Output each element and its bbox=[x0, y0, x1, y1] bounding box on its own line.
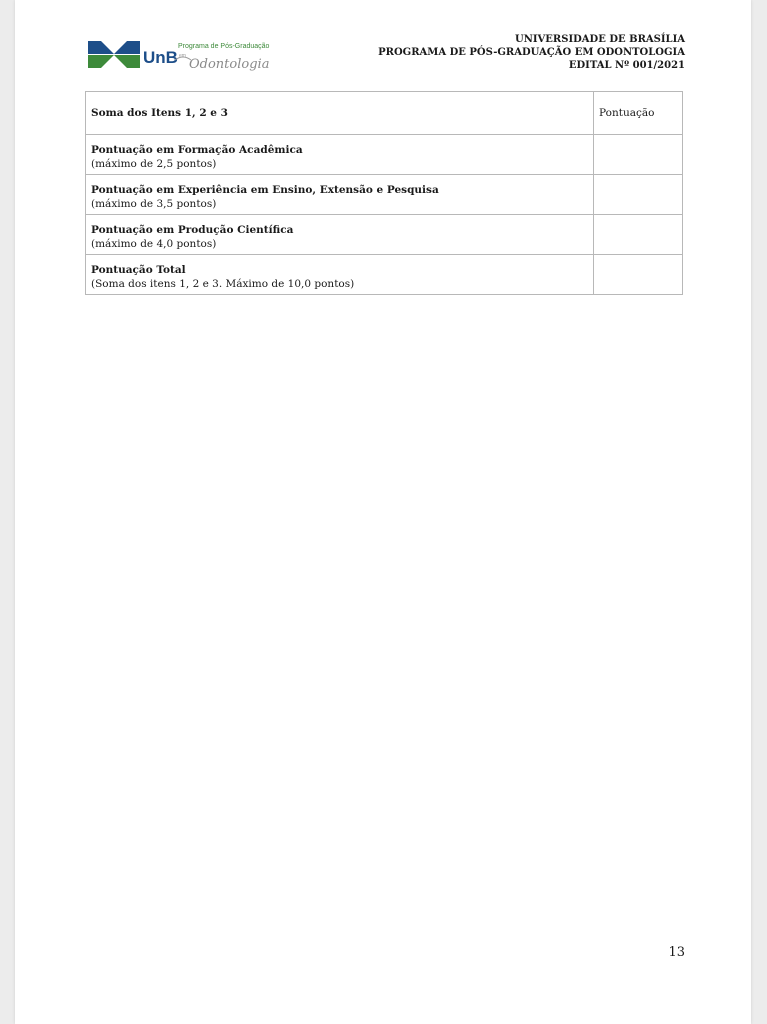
table-row bbox=[86, 255, 683, 295]
table-cell-label bbox=[86, 135, 594, 175]
table-row bbox=[86, 135, 683, 175]
row-title: Pontuação em Formação Acadêmica bbox=[91, 144, 303, 156]
row-subtitle: (Soma dos itens 1, 2 e 3. Máximo de 10,0 pontos) bbox=[91, 278, 355, 290]
table-cell-score bbox=[594, 175, 683, 215]
unb-logo bbox=[87, 38, 273, 76]
page-number: 13 bbox=[668, 945, 685, 960]
row-subtitle: (máximo de 3,5 pontos) bbox=[91, 198, 217, 210]
header-edital: EDITAL Nº 001/2021 bbox=[568, 60, 685, 71]
document-page bbox=[15, 0, 751, 1024]
header-university: UNIVERSIDADE DE BRASÍLIA bbox=[515, 34, 685, 45]
table-header-score: Pontuação bbox=[594, 92, 683, 135]
table-row bbox=[86, 215, 683, 255]
logo-program-text: Programa de Pós-Graduação bbox=[178, 43, 270, 50]
row-title: Pontuação em Produção Científica bbox=[91, 224, 294, 236]
row-subtitle: (máximo de 2,5 pontos) bbox=[91, 158, 217, 170]
table-cell-label bbox=[86, 255, 594, 295]
logo-em-text: em bbox=[179, 53, 186, 59]
table-cell-score bbox=[594, 135, 683, 175]
row-subtitle: (máximo de 4,0 pontos) bbox=[91, 238, 217, 250]
row-title: Pontuação em Experiência em Ensino, Extensão e Pesquisa bbox=[91, 184, 439, 196]
logo-script-text: Odontologia bbox=[189, 57, 270, 72]
row-title: Pontuação Total bbox=[91, 264, 186, 276]
logo-brand-text: UnB bbox=[143, 48, 178, 67]
document-header bbox=[378, 33, 685, 72]
table-cell-score bbox=[594, 255, 683, 295]
table-cell-score bbox=[594, 215, 683, 255]
table-header-row bbox=[86, 92, 683, 135]
table-cell-label bbox=[86, 175, 594, 215]
table-cell-label bbox=[86, 215, 594, 255]
header-program: PROGRAMA DE PÓS-GRADUAÇÃO EM ODONTOLOGIA bbox=[378, 47, 685, 58]
table-row bbox=[86, 175, 683, 215]
table-header-label: Soma dos Itens 1, 2 e 3 bbox=[86, 92, 594, 135]
score-table bbox=[85, 91, 683, 295]
